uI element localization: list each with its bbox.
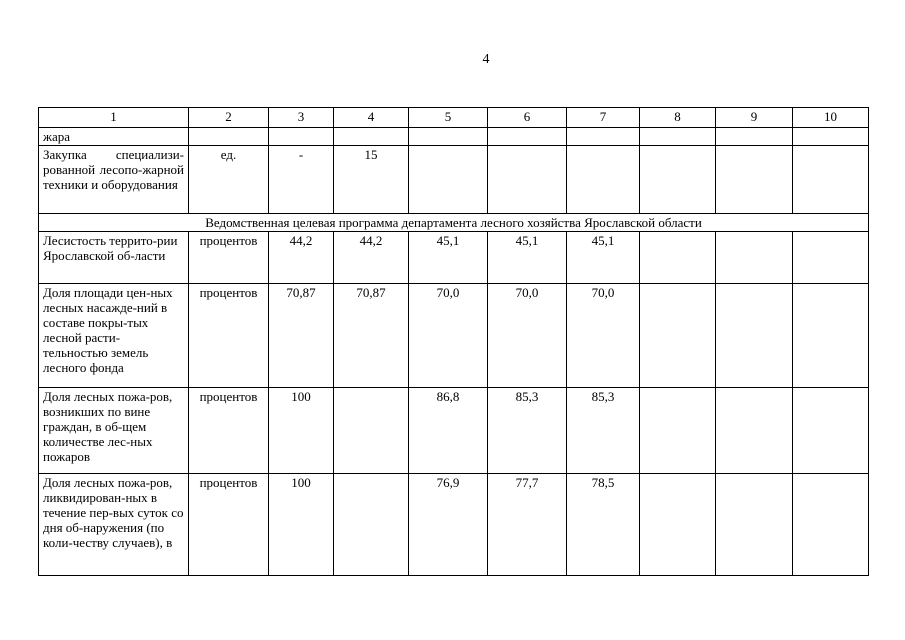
value-cell: [488, 146, 567, 214]
value-cell: [793, 284, 869, 388]
program-row: [39, 214, 869, 232]
column-header: 6: [488, 108, 567, 128]
value-cell: 70,87: [269, 284, 334, 388]
table-row: [39, 474, 869, 576]
value-cell: [716, 474, 793, 576]
value-cell: 70,0: [488, 284, 567, 388]
unit-cell: процентов: [189, 474, 269, 576]
page-number: 4: [482, 52, 490, 67]
value-cell: 45,1: [488, 232, 567, 284]
column-header: 4: [334, 108, 409, 128]
value-cell: [640, 232, 716, 284]
value-cell: [793, 388, 869, 474]
value-cell: [488, 128, 567, 146]
value-cell: [334, 128, 409, 146]
value-cell: 70,0: [409, 284, 488, 388]
unit-cell: процентов: [189, 388, 269, 474]
indicator-name: Лесистость террито-рии Ярославской об-ласти: [39, 232, 189, 284]
value-cell: 70,0: [567, 284, 640, 388]
value-cell: [640, 284, 716, 388]
value-cell: [793, 232, 869, 284]
indicator-name: Закупка специализи-рованной лесопо-жарной техники и оборудования: [39, 146, 189, 214]
value-cell: 44,2: [334, 232, 409, 284]
table-row: [39, 284, 869, 388]
column-header: 5: [409, 108, 488, 128]
value-cell: [409, 146, 488, 214]
column-header: 2: [189, 108, 269, 128]
unit-cell: процентов: [189, 232, 269, 284]
column-header: 8: [640, 108, 716, 128]
indicator-name: Доля площади цен-ных лесных насажде-ний в составе покры-тых лесной расти-тельностью земель лесного фонда: [39, 284, 189, 388]
value-cell: 76,9: [409, 474, 488, 576]
value-cell: [269, 128, 334, 146]
unit-cell: процентов: [189, 284, 269, 388]
indicator-name: Доля лесных пожа-ров, возникших по вине граждан, в об-щем количестве лес-ных пожаров: [39, 388, 189, 474]
value-cell: 100: [269, 474, 334, 576]
column-header: 7: [567, 108, 640, 128]
value-cell: 86,8: [409, 388, 488, 474]
value-cell: [640, 128, 716, 146]
program-title: Ведомственная целевая программа департамента лесного хозяйства Ярославской области: [39, 214, 869, 232]
table-row: [39, 388, 869, 474]
value-cell: [716, 284, 793, 388]
column-header: 10: [793, 108, 869, 128]
value-cell: [334, 474, 409, 576]
value-cell: [793, 474, 869, 576]
value-cell: 70,87: [334, 284, 409, 388]
indicator-name: Доля лесных пожа-ров, ликвидирован-ных в течение пер-вых суток со дня об-наружения (по коли-честву случаев), в: [39, 474, 189, 576]
value-cell: 45,1: [409, 232, 488, 284]
value-cell: [793, 146, 869, 214]
value-cell: [716, 232, 793, 284]
value-cell: [640, 146, 716, 214]
column-header: 3: [269, 108, 334, 128]
value-cell: [640, 474, 716, 576]
table-row: [39, 232, 869, 284]
value-cell: 85,3: [567, 388, 640, 474]
value-cell: [409, 128, 488, 146]
value-cell: 85,3: [488, 388, 567, 474]
header-row: [39, 108, 869, 128]
value-cell: [716, 128, 793, 146]
value-cell: 44,2: [269, 232, 334, 284]
value-cell: -: [269, 146, 334, 214]
table-row: [39, 128, 869, 146]
indicator-name: жара: [39, 128, 189, 146]
value-cell: [334, 388, 409, 474]
value-cell: [640, 388, 716, 474]
value-cell: 78,5: [567, 474, 640, 576]
indicators-table: [38, 107, 869, 576]
value-cell: 15: [334, 146, 409, 214]
value-cell: 77,7: [488, 474, 567, 576]
value-cell: [567, 146, 640, 214]
value-cell: [793, 128, 869, 146]
value-cell: 100: [269, 388, 334, 474]
column-header: 9: [716, 108, 793, 128]
table-row: [39, 146, 869, 214]
value-cell: 45,1: [567, 232, 640, 284]
unit-cell: ед.: [189, 146, 269, 214]
column-header: 1: [39, 108, 189, 128]
value-cell: [567, 128, 640, 146]
value-cell: [716, 388, 793, 474]
unit-cell: [189, 128, 269, 146]
value-cell: [716, 146, 793, 214]
